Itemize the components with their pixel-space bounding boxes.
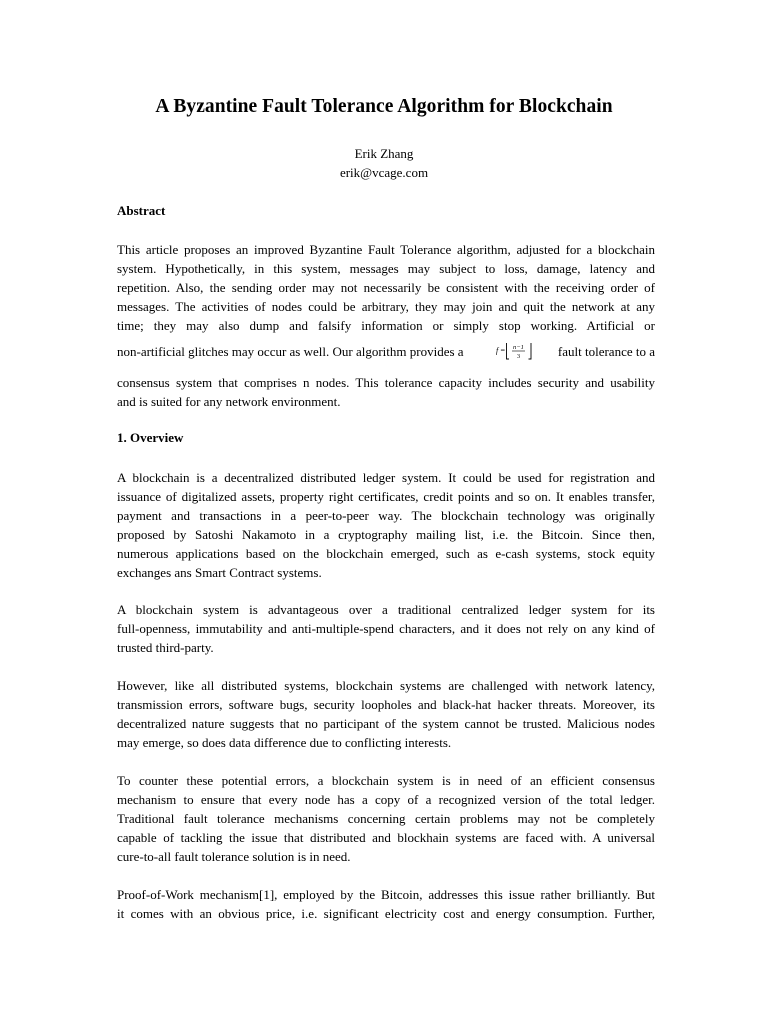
overview-heading: 1. Overview — [117, 430, 184, 445]
paragraph-line: it comes with an obvious price, i.e. significant electricity cost and energy consumption. Further, — [117, 906, 655, 921]
paragraph-line: trusted third-party. — [117, 640, 214, 655]
paragraph-line: mechanism to ensure that every node has a copy of a recognized version of the total ledger. — [117, 792, 655, 807]
paragraph-line: decentralized nature suggests that no participant of the system cannot be trusted. Malicious nodes — [117, 716, 655, 731]
abstract-line: system. Hypothetically, in this system, messages may subject to loss, damage, latency and — [117, 261, 655, 276]
formula-denominator: 3 — [516, 353, 521, 360]
paragraph-line: issuance of digitalized assets, property right certificates, credit points and so on. It enables transfer, — [117, 489, 655, 504]
abstract-line: repetition. Also, the sending order may not necessarily be consistent with the receiving order of — [117, 280, 655, 295]
floor-left-bracket — [507, 343, 510, 359]
author-email: erik@vcage.com — [339, 165, 429, 180]
paragraph-line: capable of tackling the issue that distributed and blockhain systems are faced with. A universal — [117, 830, 655, 845]
floor-right-bracket — [529, 343, 532, 359]
overview-paragraph-4 — [117, 771, 655, 866]
paragraph-line: Traditional fault tolerance mechanisms concerning certain problems may not be completely — [117, 811, 655, 826]
formula-lhs: f — [496, 346, 499, 355]
abstract-line: consensus system that comprises n nodes. This tolerance capacity includes security and usability — [117, 375, 655, 390]
formula-line-suffix: fault tolerance to a — [557, 344, 655, 359]
paragraph-line: A blockchain is a decentralized distributed ledger system. It could be used for registration and — [117, 470, 655, 485]
fault-tolerance-formula — [496, 340, 540, 362]
abstract-paragraph-continued — [117, 373, 655, 411]
overview-paragraph-2 — [117, 600, 655, 657]
abstract-line: This article proposes an improved Byzantine Fault Tolerance algorithm, adjusted for a blockchain — [117, 242, 655, 257]
abstract-heading: Abstract — [117, 203, 166, 218]
overview-paragraph-5 — [117, 885, 655, 923]
formula-line-prefix: non-artificial glitches may occur as well. Our algorithm provides a — [117, 344, 464, 359]
paragraph-line: proposed by Satoshi Nakamoto in a cryptography mailing list, i.e. the Bitcoin. Since then, — [117, 527, 655, 542]
paragraph-line: payment and transactions in a peer-to-peer way. The blockchain technology was originally — [117, 508, 655, 523]
paragraph-line: To counter these potential errors, a blockchain system is in need of an efficient consensus — [117, 773, 655, 788]
paragraph-line: A blockchain system is advantageous over a traditional centralized ledger system for its — [117, 602, 655, 617]
abstract-formula-line — [117, 340, 655, 364]
overview-paragraph-3 — [117, 676, 655, 752]
paragraph-line: full-openness, immutability and anti-multiple-spend characters, and it does not rely on any kind of — [117, 621, 655, 636]
abstract-line: and is suited for any network environment. — [117, 394, 341, 409]
formula-equals: = — [500, 346, 506, 355]
paper-title: A Byzantine Fault Tolerance Algorithm for Blockchain — [155, 96, 613, 117]
abstract-line: time; they may also dump and falsify information or simply stop working. Artificial or — [117, 318, 655, 333]
paragraph-line: cure-to-all fault tolerance solution is in need. — [117, 849, 351, 864]
formula-numerator: n−1 — [513, 344, 524, 351]
paragraph-line: exchanges ans Smart Contract systems. — [117, 565, 322, 580]
paragraph-line: numerous applications based on the blockchain emerged, such as e-cash systems, stock equity — [117, 546, 655, 561]
abstract-paragraph — [117, 240, 655, 335]
author-name: Erik Zhang — [354, 146, 414, 161]
paragraph-line: Proof-of-Work mechanism[1], employed by the Bitcoin, addresses this issue rather brilliantly. But — [117, 887, 655, 902]
abstract-line: messages. The activities of nodes could be arbitrary, they may join and quit the network at any — [117, 299, 655, 314]
overview-paragraph-1 — [117, 468, 655, 582]
paragraph-line: transmission errors, software bugs, security loopholes and black-hat hacker threats. Moreover, its — [117, 697, 655, 712]
paragraph-line: However, like all distributed systems, blockchain systems are challenged with network latency, — [117, 678, 655, 693]
paragraph-line: may emerge, so does data difference due to conflicting interests. — [117, 735, 452, 750]
